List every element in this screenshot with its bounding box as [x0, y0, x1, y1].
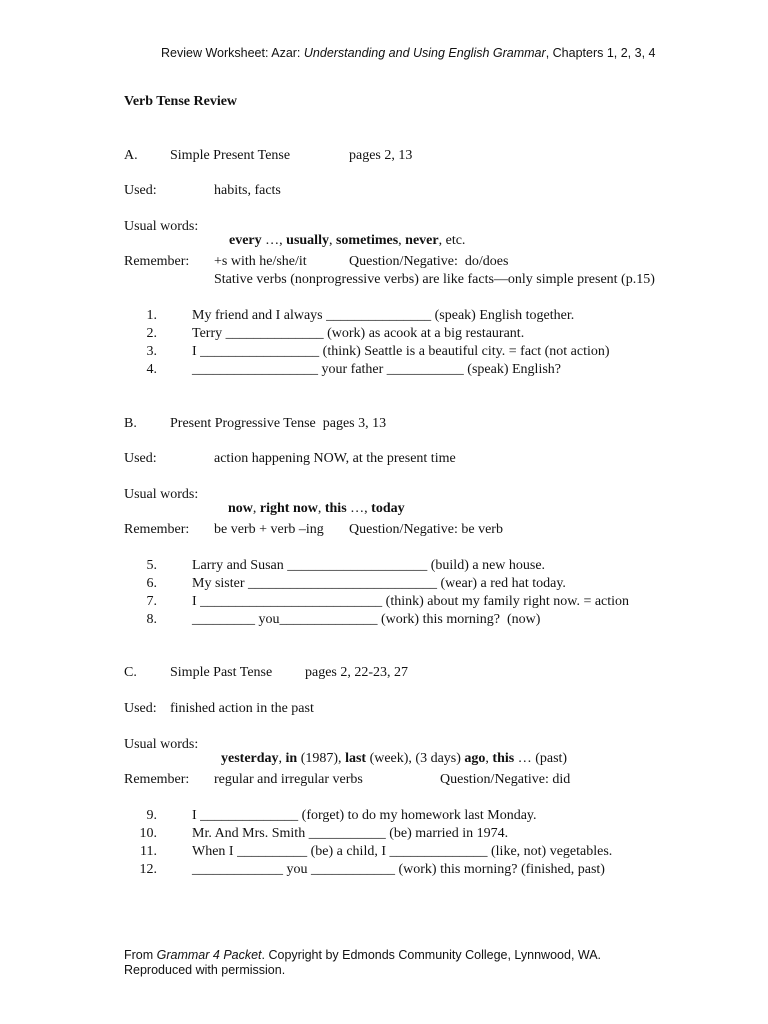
exercise-item: I _________________ (think) Seattle is a beautiful city. = fact (not action)	[192, 344, 610, 359]
exercise-item: My friend and I always _______________ (speak) English together.	[192, 308, 575, 323]
section-c-pages: pages 2, 22-23, 27	[305, 665, 409, 680]
word-sep: (1987),	[297, 751, 346, 766]
exercise-item: I ______________ (forget) to do my homework last Monday.	[192, 808, 537, 823]
item-number: 3.	[146, 344, 157, 359]
item-number: 1.	[146, 308, 157, 323]
word-sep: ,	[317, 501, 325, 516]
word-sep: ,	[278, 751, 286, 766]
word: today	[371, 501, 405, 516]
item-number: 7.	[146, 594, 157, 609]
section-a-remember-2: Stative verbs (nonprogressive verbs) are like facts—only simple present (p.15)	[214, 272, 655, 287]
section-b-used-label: Used:	[124, 451, 157, 466]
exercise-item: When I __________ (be) a child, I ______________ (like, not) vegetables.	[192, 844, 613, 859]
section-c-used-label: Used:	[124, 701, 157, 716]
section-c-words-label: Usual words:	[124, 737, 199, 752]
word: sometimes	[335, 233, 399, 248]
section-a-remember-label: Remember:	[124, 254, 190, 269]
footer-line-2: Reproduced with permission.	[124, 963, 286, 977]
section-c-remember-1: regular and irregular verbs	[214, 772, 363, 787]
section-a-letter: A.	[124, 148, 138, 163]
word-sep: ,	[485, 751, 493, 766]
section-b-remember-1: be verb + verb –ing	[214, 522, 324, 537]
exercise-item: Terry ______________ (work) as acook at a big restaurant.	[192, 326, 525, 341]
exercise-item: __________________ your father ___________ (speak) English?	[192, 362, 561, 377]
word: usually	[286, 233, 329, 248]
word-sep: ,	[398, 233, 406, 248]
section-a-question-negative: Question/Negative: do/does	[349, 254, 509, 269]
section-a-pages: pages 2, 13	[349, 148, 413, 163]
section-c-question-negative: Question/Negative: did	[440, 772, 571, 787]
exercise-item: I __________________________ (think) about my family right now. = action	[192, 594, 630, 609]
header-suffix: , Chapters 1, 2, 3, 4	[545, 46, 656, 60]
section-b-letter: B.	[124, 416, 137, 431]
header-prefix: Review Worksheet: Azar:	[161, 46, 304, 60]
exercise-item: _________ you______________ (work) this morning? (now)	[192, 612, 541, 627]
section-c-name: Simple Past Tense	[170, 665, 273, 680]
word: last	[345, 751, 367, 766]
word-sep: …,	[346, 501, 372, 516]
section-a-remember-1: +s with he/she/it	[214, 254, 307, 269]
word: never	[405, 233, 439, 248]
word: every	[229, 233, 262, 248]
word: this	[324, 501, 347, 516]
item-number: 2.	[146, 326, 157, 341]
word: right now	[259, 501, 318, 516]
section-b-used: action happening NOW, at the present time	[214, 451, 456, 466]
page-header	[161, 47, 655, 60]
word-sep: ,	[328, 233, 336, 248]
section-a-name: Simple Present Tense	[170, 148, 291, 163]
item-number: 9.	[146, 808, 157, 823]
section-a-used-label: Used:	[124, 183, 157, 198]
section-b-question-negative: Question/Negative: be verb	[349, 522, 503, 537]
exercise-item: Larry and Susan ____________________ (build) a new house.	[192, 558, 546, 573]
word-sep: ,	[252, 501, 260, 516]
exercise-item: _____________ you ____________ (work) this morning? (finished, past)	[192, 862, 605, 877]
section-c-remember-label: Remember:	[124, 772, 190, 787]
section-b-name: Present Progressive Tense pages 3, 13	[170, 416, 387, 431]
exercise-item: My sister ___________________________ (wear) a red hat today.	[192, 576, 566, 591]
word-sep: …,	[261, 233, 287, 248]
item-number: 6.	[146, 576, 157, 591]
item-number: 4.	[146, 362, 157, 377]
item-number: 8.	[146, 612, 157, 627]
section-a-words-label: Usual words:	[124, 219, 199, 234]
section-b-words-label: Usual words:	[124, 487, 199, 502]
footer-packet-title: Grammar 4 Packet	[156, 948, 262, 962]
word: this	[492, 751, 515, 766]
section-a-used: habits, facts	[214, 183, 281, 198]
word: now	[228, 501, 253, 516]
footer-line-1	[124, 949, 601, 962]
exercise-item: Mr. And Mrs. Smith ___________ (be) married in 1974.	[192, 826, 509, 841]
word: yesterday	[221, 751, 279, 766]
word: ago	[464, 751, 486, 766]
page-title: Verb Tense Review	[124, 94, 238, 109]
word-sep: (week), (3 days)	[366, 751, 465, 766]
word-sep: … (past)	[514, 751, 568, 766]
section-b-remember-label: Remember:	[124, 522, 190, 537]
item-number: 12.	[139, 862, 157, 877]
header-book-title: Understanding and Using English Grammar	[303, 46, 546, 60]
footer-copyright: . Copyright by Edmonds Community College, Lynnwood, WA.	[261, 948, 602, 962]
item-number: 5.	[146, 558, 157, 573]
item-number: 10.	[139, 826, 157, 841]
word-sep: , etc.	[438, 233, 466, 248]
section-c-letter: C.	[124, 665, 137, 680]
word: in	[285, 751, 298, 766]
section-c-used: finished action in the past	[170, 701, 314, 716]
footer-from: From	[124, 948, 157, 962]
item-number: 11.	[140, 844, 157, 859]
